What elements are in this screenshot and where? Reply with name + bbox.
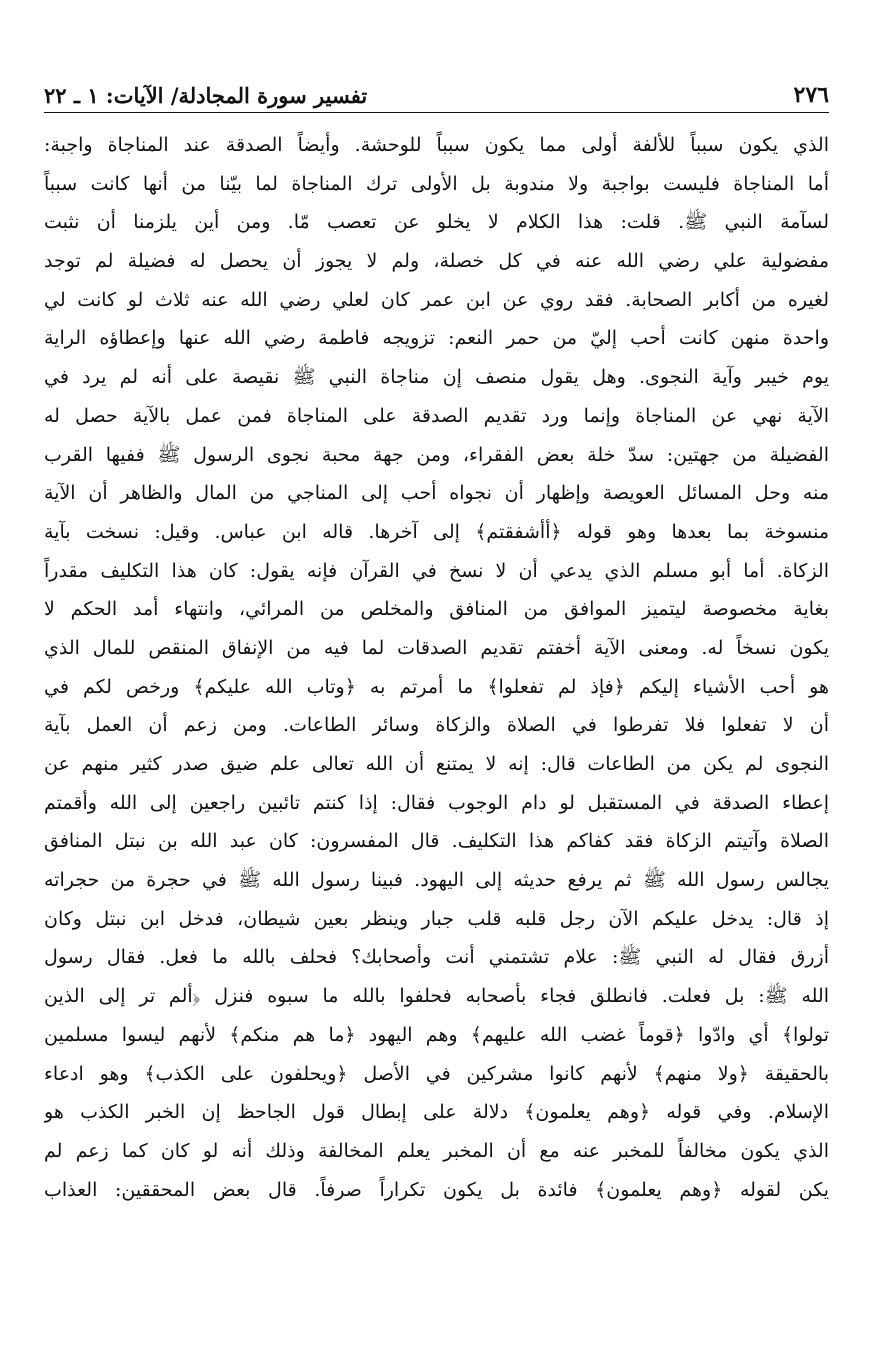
text-line: الإسلام. وفي قوله ﴿وهم يعلمون﴾ دلالة على إبطال قول الجاحظ إن الخبر الكذب هو — [44, 1101, 829, 1124]
text-line: مفضولية علي رضي الله عنه في كل خصلة، ولم لا يجوز أن يحصل له فضيلة لم توجد — [44, 250, 829, 273]
text-line: إعطاء الصدقة في المستقبل لو دام الوجوب فقال: إذا كنتم تائبين راجعين إلى الله وأقمتم — [44, 791, 829, 814]
page-header — [44, 72, 829, 108]
text-line: لغيره من أكابر الصحابة. فقد روي عن ابن عمر كان لعلي رضي الله عنه ثلاث لو كانت لي — [44, 288, 829, 311]
text-line: بالحقيقة ﴿ولا منهم﴾ لأنهم كانوا مشركين في الأصل ﴿ويحلفون على الكذب﴾ وهو ادعاء — [44, 1062, 829, 1085]
text-line: النجوى لم يكن من الطاعات قال: إنه لا يمتنع أن الله تعالى علم ضيق صدر كثير منهم عن — [44, 753, 829, 775]
body-text — [44, 126, 829, 1209]
running-title: تفسير سورة المجادلة/ الآيات: ١ ـ ٢٢ — [44, 83, 368, 108]
text-line: يوم خيبر وآية النجوى. وهل يقول منصف إن مناجاة النبي ﷺ نقيصة على أنه لم يرد في — [44, 366, 829, 389]
text-line: الذي يكون مخالفاً للمخبر عنه مع أن المخبر يعلم المخالفة وذلك أنه لو كان كما زعم لم — [44, 1139, 829, 1162]
text-line: منسوخة بما بعدها وهو قوله ﴿أأشفقتم﴾ إلى آخرها. قاله ابن عباس. وقيل: نسخت بآية — [44, 520, 829, 543]
text-line: الله ﷺ: بل فعلت. فانطلق فجاء بأصحابه فحلفوا بالله ما سبوه فنزل ﴿ألم تر إلى الذين — [44, 985, 829, 1008]
text-line: بغاية مخصوصة ليتميز الموافق من المنافق والمخلص من المرائي، وانتهاء أمد الحكم لا — [44, 598, 829, 621]
text-line: منه وحل المسائل العويصة وإظهار أن نجواه أحب إلى المناجي من المال والظاهر أن الآية — [44, 482, 829, 505]
page-number: ٢٧٦ — [793, 82, 829, 108]
text-line: يكون نسخاً له. ومعنى الآية أخفتم تقديم الصدقات لما فيه من الإنفاق المنقص للمال الذي — [44, 636, 829, 659]
header-rule — [44, 112, 829, 113]
text-line: الذي يكون سبباً للألفة أولى مما يكون سبباً للوحشة. وأيضاً الصدقة عند المناجاة واجبة: — [44, 134, 829, 156]
text-line: أزرق فقال له النبي ﷺ: علام تشتمني أنت وأصحابك؟ فحلف بالله ما فعل. فقال رسول — [44, 946, 829, 969]
text-line: يجالس رسول الله ﷺ ثم يرفع حديثه إلى اليهود. فبينا رسول الله ﷺ في حجرة من حجراته — [44, 869, 829, 892]
text-line: أما المناجاة فليست بواجبة ولا مندوبة بل الأولى ترك المناجاة لما بيّنا من أنها كانت سبباً — [44, 172, 829, 195]
text-line: أن لا تفعلوا فلا تفرطوا في الصلاة والزكاة وسائر الطاعات. ومن زعم أن العمل بآية — [44, 714, 829, 737]
text-line: واحدة منهن كانت أحب إليّ من حمر النعم: تزويجه فاطمة رضي الله عنها وإعطاؤه الراية — [44, 327, 829, 350]
text-line: الزكاة. أما أبو مسلم الذي يدعي أن لا نسخ في القرآن فإنه يقول: كان هذا التكليف مقدراً — [44, 559, 829, 582]
text-line: لسآمة النبي ﷺ. قلت: هذا الكلام لا يخلو عن تعصب مّا. ومن أين يلزمنا أن نثبت — [44, 211, 829, 234]
text-line: الصلاة وآتيتم الزكاة فقد كفاكم هذا التكليف. قال المفسرون: كان عبد الله بن نبتل المنافق — [44, 830, 829, 853]
text-line: الفضيلة من جهتين: سدّ خلة بعض الفقراء، ومن جهة محبة نجوى الرسول ﷺ ففيها القرب — [44, 443, 829, 466]
text-line: هو أحب الأشياء إليكم ﴿فإذ لم تفعلوا﴾ ما أمرتم به ﴿وتاب الله عليكم﴾ ورخص لكم في — [44, 675, 829, 698]
text-line: تولوا﴾ أي وادّوا ﴿قوماً غضب الله عليهم﴾ وهم اليهود ﴿ما هم منكم﴾ لأنهم ليسوا مسلمين — [44, 1023, 829, 1046]
text-line: يكن لقوله ﴿وهم يعلمون﴾ فائدة بل يكون تكراراً صرفاً. قال بعض المحققين: العذاب — [44, 1178, 829, 1201]
text-line: إذ قال: يدخل عليكم الآن رجل قلبه قلب جبار وينظر بعين شيطان، فدخل ابن نبتل وكان — [44, 907, 829, 930]
text-line: الآية نهي عن المناجاة وإنما ورد تقديم الصدقة على المناجاة فمن عمل بالآية حصل له — [44, 404, 829, 427]
